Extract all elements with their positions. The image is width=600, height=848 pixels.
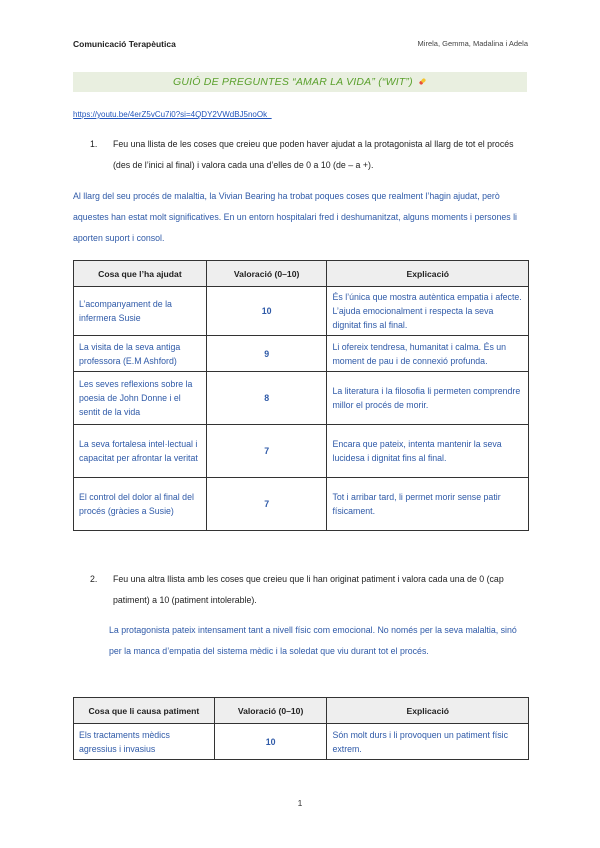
table-header-row bbox=[74, 698, 529, 724]
table-row bbox=[74, 372, 529, 425]
answer-2: La protagonista pateix intensament tant a nivell físic com emocional. No només per la seva malaltia, sinó per la manca d’empatia del sistema mèdic i la soledat que viu durant tot el procés. bbox=[109, 625, 517, 656]
answer-1: Al llarg del seu procés de malaltia, la Vivian Bearing ha trobat poques coses que realment l’hagin ajudat, però aquestes han estat molt significatives. En un entorn hospitalari fred i deshumanitzat, alguns moments i persones li aporten suport i consol. bbox=[73, 191, 517, 243]
table-header-row bbox=[74, 261, 529, 287]
video-link[interactable]: https://youtu.be/4erZ5vCu7i0?si=4QDY2VWdBJ5noOk_ bbox=[73, 110, 272, 119]
question-2-number: 2. bbox=[90, 574, 98, 584]
table-row bbox=[74, 425, 529, 478]
item-cell: El control del dolor al final del procés (gràcies a Susie) bbox=[74, 478, 207, 531]
value-cell: 7 bbox=[206, 478, 327, 531]
column-header: Explicació bbox=[327, 261, 529, 287]
table-row bbox=[74, 336, 529, 372]
item-cell: L’acompanyament de la infermera Susie bbox=[74, 287, 207, 336]
column-header: Explicació bbox=[327, 698, 529, 724]
question-1 bbox=[73, 134, 533, 176]
explanation-cell: Són molt durs i li provoquen un patiment físic extrem. bbox=[327, 724, 529, 760]
document-title: GUIÓ DE PREGUNTES “AMAR LA VIDA” (“WIT”) bbox=[173, 76, 413, 88]
course-title: Comunicació Terapèutica bbox=[73, 39, 176, 49]
column-header: Valoració (0–10) bbox=[206, 261, 327, 287]
table-row bbox=[74, 724, 529, 760]
explanation-cell: Encara que pateix, intenta mantenir la seva lucidesa i dignitat fins al final. bbox=[327, 425, 529, 478]
question-2 bbox=[73, 569, 533, 611]
value-cell: 8 bbox=[206, 372, 327, 425]
explanation-cell: La literatura i la filosofia li permeten comprendre millor el procés de morir. bbox=[327, 372, 529, 425]
item-cell: Les seves reflexions sobre la poesia de John Donne i el sentit de la vida bbox=[74, 372, 207, 425]
authors: Mirela, Gemma, Madalina i Adela bbox=[417, 39, 528, 48]
column-header: Valoració (0–10) bbox=[214, 698, 327, 724]
page-number: 1 bbox=[297, 798, 303, 808]
value-cell: 10 bbox=[206, 287, 327, 336]
value-cell: 9 bbox=[206, 336, 327, 372]
explanation-cell: Li ofereix tendresa, humanitat i calma. És un moment de pau i de connexió profunda. bbox=[327, 336, 529, 372]
item-cell: La seva fortalesa intel·lectual i capacitat per afrontar la veritat bbox=[74, 425, 207, 478]
item-cell: Els tractaments mèdics agressius i invasius bbox=[74, 724, 215, 760]
table-row bbox=[74, 478, 529, 531]
question-1-number: 1. bbox=[90, 139, 98, 149]
item-cell: La visita de la seva antiga professora (E.M Ashford) bbox=[74, 336, 207, 372]
help-table bbox=[73, 260, 529, 531]
value-cell: 7 bbox=[206, 425, 327, 478]
value-cell: 10 bbox=[214, 724, 327, 760]
table-row bbox=[74, 287, 529, 336]
document-title-band bbox=[73, 72, 527, 92]
question-1-text: Feu una llista de les coses que creieu que poden haver ajudat a la protagonista al llarg de tot el procés (des de l’inici al final) i valora cada una d’elles de 0 a 10 (de – a +). bbox=[113, 139, 514, 170]
question-2-text: Feu una altra llista amb les coses que creieu que li han originat patiment i valora cada una de 0 (cap patiment) a 10 (patiment intolerable). bbox=[113, 574, 504, 605]
explanation-cell: És l’única que mostra autèntica empatia i afecte. L’ajuda emocionalment i respecta la seva dignitat fins al final. bbox=[327, 287, 529, 336]
column-header: Cosa que li causa patiment bbox=[74, 698, 215, 724]
column-header: Cosa que l’ha ajudat bbox=[74, 261, 207, 287]
explanation-cell: Tot i arribar tard, li permet morir sense patir físicament. bbox=[327, 478, 529, 531]
pill-icon bbox=[418, 77, 427, 86]
suffering-table bbox=[73, 697, 529, 760]
